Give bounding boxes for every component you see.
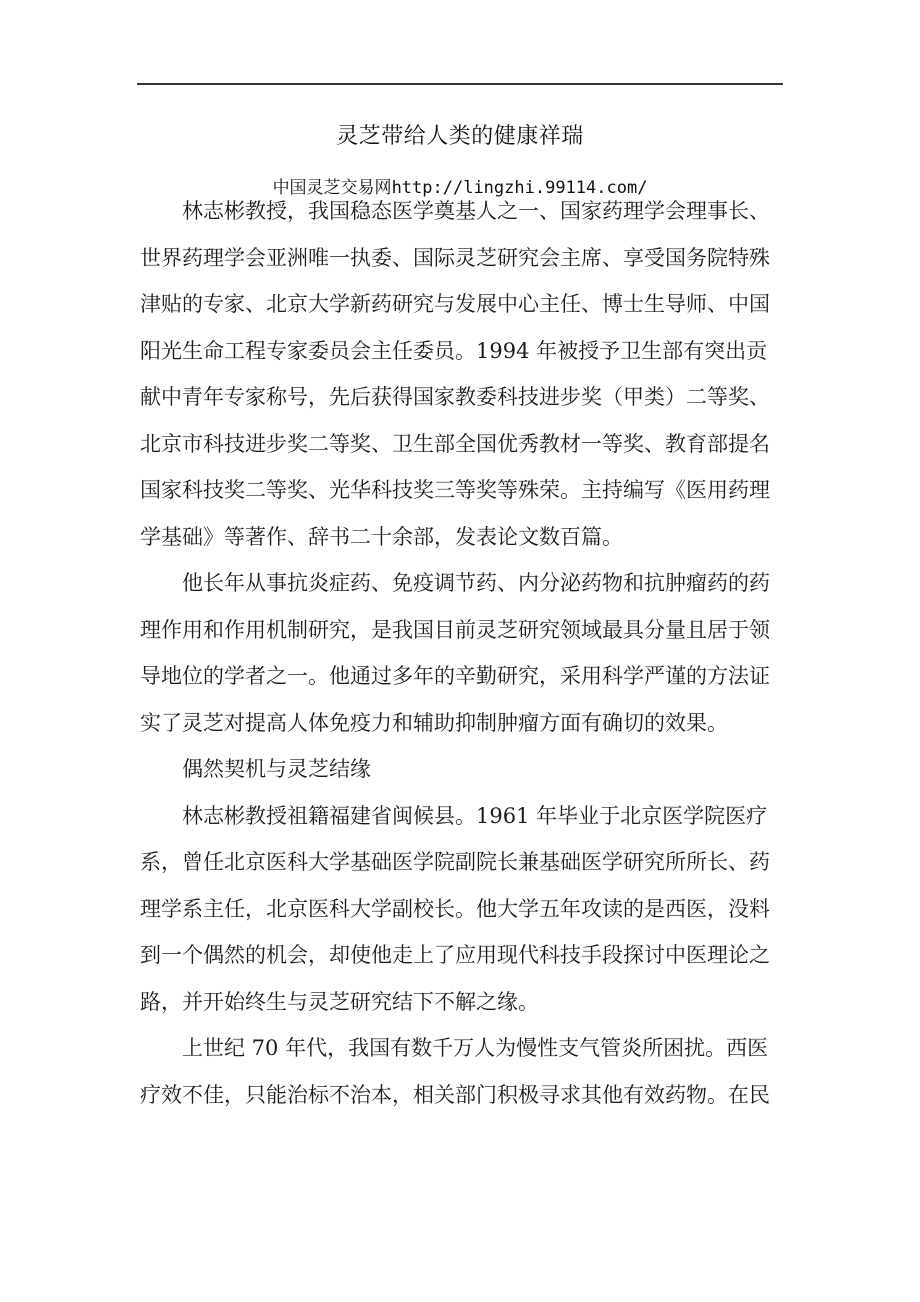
- text-line: 献中青年专家称号，先后获得国家教委科技进步奖（甲类）二等奖、: [140, 385, 770, 409]
- section-heading: [140, 746, 800, 793]
- text-line: 实了灵芝对提高人体免疫力和辅助抑制肿瘤方面有确切的效果。: [140, 710, 728, 735]
- paragraph-origin: [140, 793, 800, 1026]
- article-body: [140, 188, 800, 1118]
- text-line: 北京市科技进步奖二等奖、卫生部全国优秀教材一等奖、教育部提名: [140, 431, 770, 456]
- text-line: 理作用和作用机制研究，是我国目前灵芝研究领域最具分量且居于领: [140, 617, 770, 642]
- text-line: 导地位的学者之一。他通过多年的辛勤研究，采用科学严谨的方法证: [140, 664, 770, 688]
- text-line: 国家科技奖二等奖、光华科技奖三等奖等殊荣。主持编写《医用药理: [140, 478, 770, 502]
- text-line: 世界药理学会亚洲唯一执委、国际灵芝研究会主席、享受国务院特殊: [140, 245, 770, 270]
- source-url[interactable]: http://lingzhi.99114.com/: [391, 178, 648, 198]
- text-line: 学基础》等著作、辞书二十余部，发表论文数百篇。: [140, 524, 623, 549]
- text-line: 林志彬教授祖籍福建省闽候县。1961 年毕业于北京医学院医疗: [182, 803, 768, 828]
- document-title: 灵芝带给人类的健康祥瑞: [336, 124, 584, 149]
- text-line: 上世纪 70 年代，我国有数千万人为慢性支气管炎所困扰。西医: [182, 1036, 769, 1060]
- header-rule: [137, 83, 783, 85]
- text-line: 疗效不佳，只能治标不治本，相关部门积极寻求其他有效药物。在民: [140, 1082, 770, 1107]
- text-line: 阳光生命工程专家委员会主任委员。1994 年被授予卫生部有突出贡: [140, 338, 768, 363]
- paragraph-research: [140, 560, 800, 746]
- text-line: 他长年从事抗炎症药、免疫调节药、内分泌药物和抗肿瘤药的药: [182, 571, 770, 595]
- text-line: 偶然契机与灵芝结缘: [182, 757, 371, 781]
- paragraph-bio: [140, 188, 800, 560]
- paragraph-1970s: [140, 1025, 800, 1118]
- text-line: 林志彬教授，我国稳态医学奠基人之一、国家药理学会理事长、: [182, 199, 770, 223]
- text-line: 路，并开始终生与灵芝研究结下不解之缘。: [140, 989, 539, 1014]
- source-site-name: 中国灵芝交易网: [272, 178, 392, 198]
- text-line: 理学系主任，北京医科大学副校长。他大学五年攻读的是西医，没料: [140, 896, 770, 921]
- text-line: 系，曾任北京医科大学基础医学院副院长兼基础医学研究所所长、药: [140, 850, 770, 874]
- text-line: 津贴的专家、北京大学新药研究与发展中心主任、博士生导师、中国: [140, 292, 770, 316]
- text-line: 到一个偶然的机会，却使他走上了应用现代科技手段探讨中医理论之: [140, 943, 770, 967]
